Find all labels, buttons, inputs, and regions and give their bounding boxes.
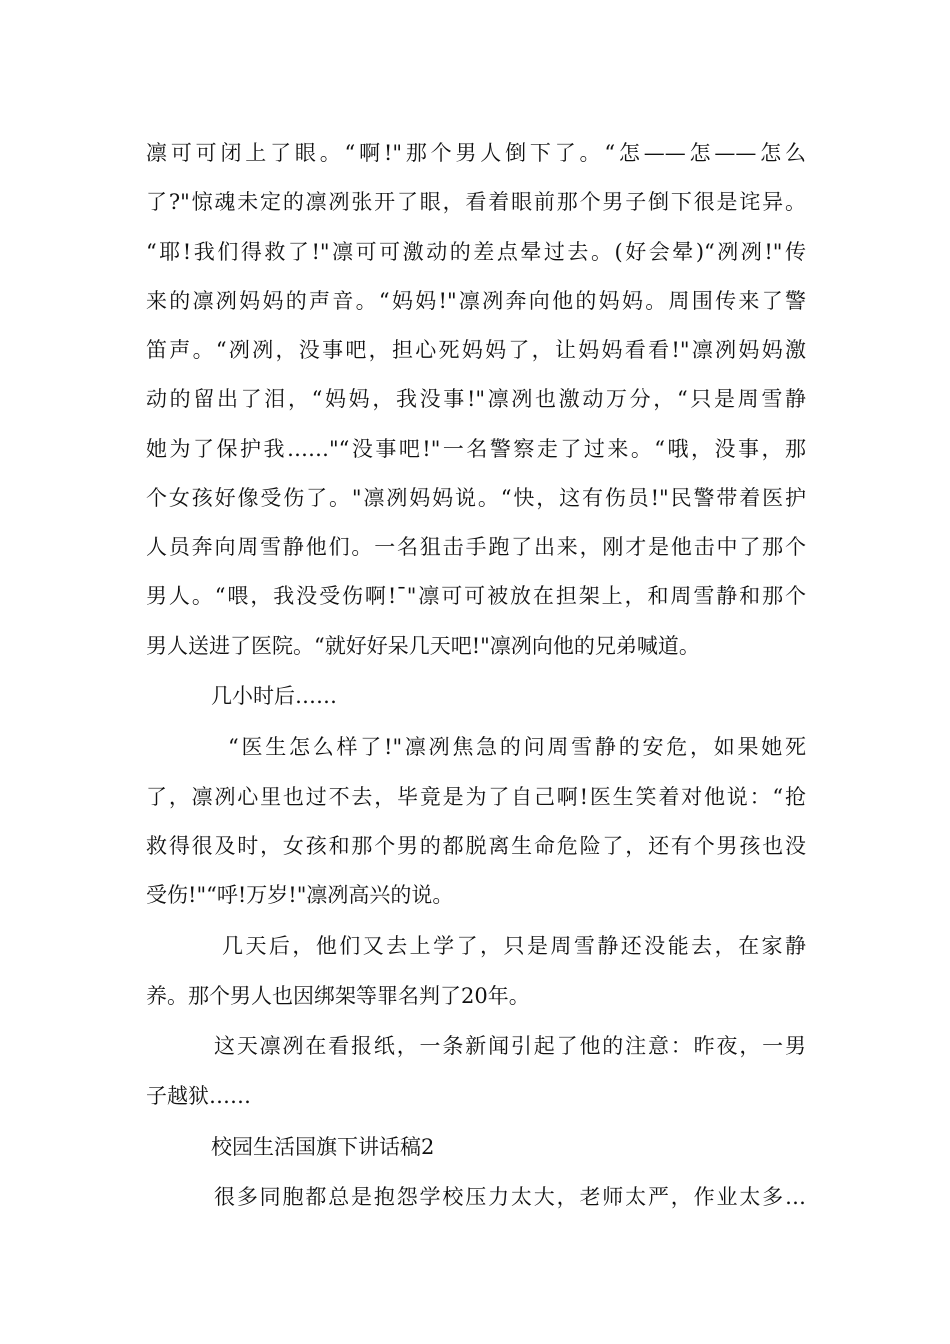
- text-line: 这天凛冽在看报纸，一条新闻引起了他的注意：昨夜，一男: [214, 1034, 806, 1058]
- text-line: “耶!我们得救了!"凛可可激动的差点晕过去。(好会晕)“冽冽!"传: [146, 240, 806, 264]
- text-line: 笛声。“冽冽，没事吧，担心死妈妈了，让妈妈看看!"凛冽妈妈激: [146, 338, 806, 362]
- text-line: “医生怎么样了!"凛冽焦急的问周雪静的安危，如果她死: [228, 735, 806, 759]
- text-line: 子越狱……: [146, 1084, 251, 1108]
- text-line: 受伤!"“呼!万岁!"凛冽高兴的说。: [146, 883, 454, 907]
- text-line: 几小时后……: [211, 684, 337, 708]
- text-line: 救得很及时，女孩和那个男的都脱离生命危险了，还有个男孩也没: [146, 834, 806, 858]
- section-heading: 校园生活国旗下讲话稿2: [211, 1135, 435, 1159]
- text-line: 很多同胞都总是抱怨学校压力太大，老师太严，作业太多…: [214, 1185, 806, 1209]
- text-line: 她为了保护我……"“没事吧!"一名警察走了过来。“哦，没事，那: [146, 437, 806, 461]
- text-line: 人员奔向周雪静他们。一名狙击手跑了出来，刚才是他击中了那个: [146, 535, 806, 559]
- text-line: 动的留出了泪，“妈妈，我没事!"凛冽也激动万分，“只是周雪静: [146, 387, 806, 411]
- text-line: 了，凛冽心里也过不去，毕竟是为了自己啊!医生笑着对他说：“抢: [146, 785, 806, 809]
- text-line: 男人。“喂，我没受伤啊!¯"凛可可被放在担架上，和周雪静和那个: [146, 584, 806, 608]
- text-line: 男人送进了医院。“就好好呆几天吧!"凛冽向他的兄弟喊道。: [146, 634, 700, 658]
- text-line: 来的凛冽妈妈的声音。“妈妈!"凛冽奔向他的妈妈。周围传来了警: [146, 289, 806, 313]
- text-line: 个女孩好像受伤了。"凛冽妈妈说。“快，这有伤员!"民警带着医护: [146, 486, 806, 510]
- text-line: 了?"惊魂未定的凛冽张开了眼，看着眼前那个男子倒下很是诧异。: [146, 190, 806, 214]
- text-line: 养。那个男人也因绑架等罪名判了20年。: [146, 984, 530, 1008]
- text-line: 几天后，他们又去上学了，只是周雪静还没能去，在家静: [222, 934, 806, 958]
- text-line: 凛可可闭上了眼。“啊!"那个男人倒下了。“怎——怎——怎么: [146, 141, 806, 165]
